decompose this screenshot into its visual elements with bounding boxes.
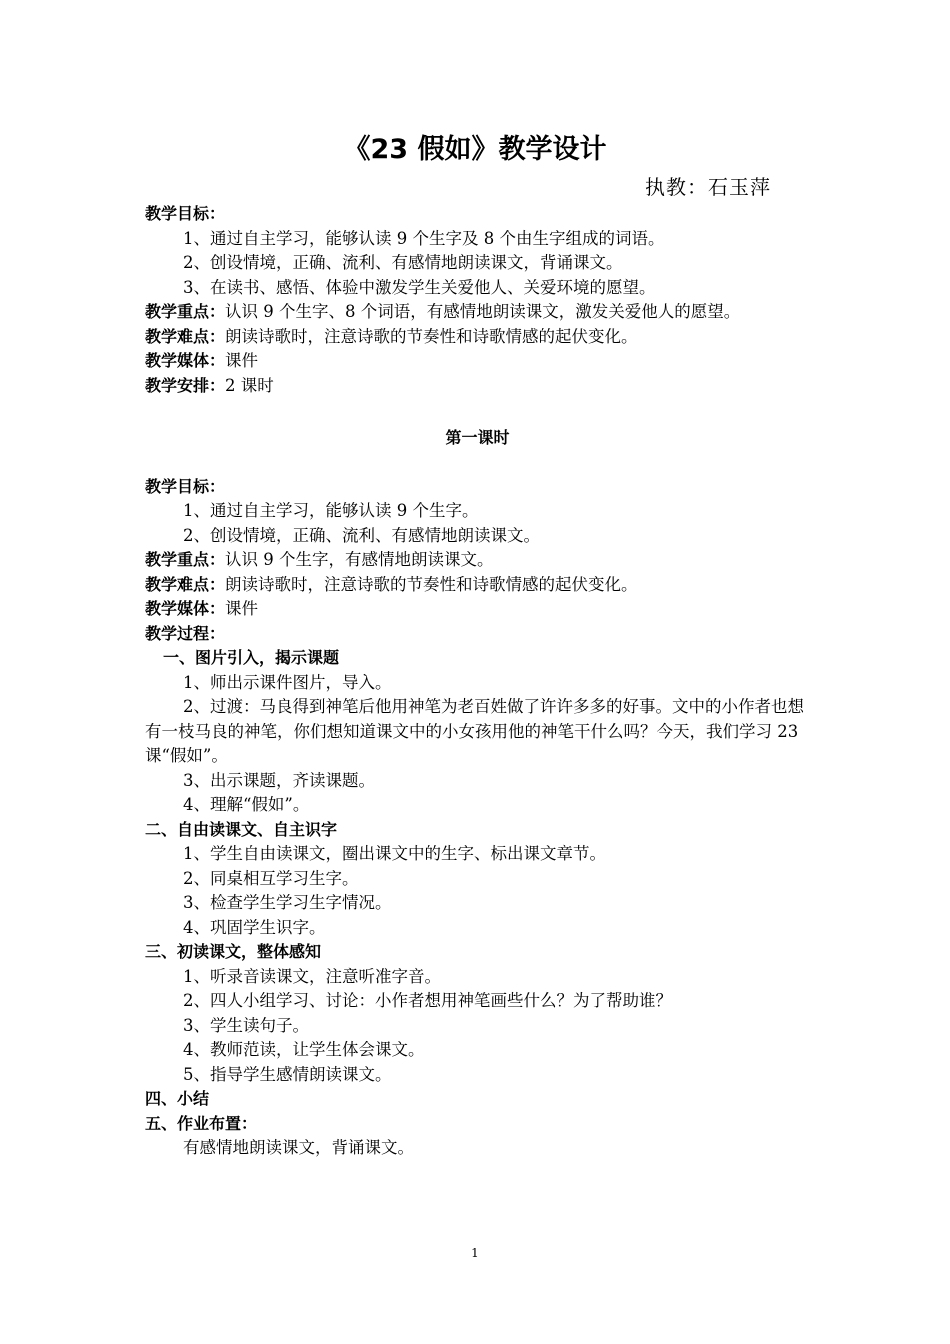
document-title: 《23 假如》教学设计: [343, 134, 607, 165]
key-points-text: 认识 9 个生字、8 个词语，有感情地朗读课文，激发关爱他人的愿望。: [225, 302, 741, 321]
lesson-media-text: 课件: [225, 599, 259, 618]
lesson-key-row: [145, 548, 810, 573]
section-item: 2、同桌相互学习生字。: [183, 868, 359, 888]
section-item: 1、听录音读课文，注意听准字音。: [183, 966, 441, 986]
lesson-difficulty-text: 朗读诗歌时，注意诗歌的节奏性和诗歌情感的起伏变化。: [225, 574, 638, 594]
section-item: 3、出示课题，齐读课题。: [183, 770, 375, 790]
schedule-row: [145, 374, 810, 399]
lesson-media-label: 教学媒体：: [145, 599, 226, 618]
paragraph-text: 2、过渡：马良得到神笔后他用神笔为老百姓做了许许多多的好事。文中的小作者也想有一枝马良的神笔，你们想知道课文中的小女孩用他的神笔干什么吗？今天，我们学习 23 课“假如”。: [145, 697, 804, 765]
media-row: [145, 349, 810, 374]
goal-item: 2、创设情境，正确、流利、有感情地朗读课文，背诵课文。: [183, 253, 623, 272]
section-item: 5、指导学生感情朗读课文。: [183, 1064, 392, 1084]
section-item: 4、巩固学生识字。: [183, 917, 326, 937]
lesson-goal-item: 1、通过自主学习，能够认读 9 个生字。: [183, 501, 479, 520]
page-number: 1: [471, 1246, 479, 1260]
media-label: 教学媒体：: [145, 351, 226, 370]
section-item: 有感情地朗读课文，背诵课文。: [183, 1138, 414, 1157]
section-item: 4、教师范读，让学生体会课文。: [183, 1040, 425, 1059]
lesson-title: 第一课时: [445, 428, 510, 447]
author-line: 执教：石玉萍: [645, 175, 771, 199]
difficulty-label: 教学难点：: [145, 326, 226, 346]
section-item: 4、理解“假如”。: [183, 795, 310, 814]
lesson-difficulty-label: 教学难点：: [145, 574, 226, 594]
key-points-row: [145, 300, 810, 325]
lesson-key-text: 认识 9 个生字，有感情地朗读课文。: [225, 550, 494, 569]
difficulty-text: 朗读诗歌时，注意诗歌的节奏性和诗歌情感的起伏变化。: [225, 326, 638, 346]
lesson-key-label: 教学重点：: [145, 550, 226, 569]
section-item: 2、四人小组学习、讨论：小作者想用神笔画些什么？为了帮助谁？: [183, 991, 672, 1010]
section-item: 1、师出示课件图片，导入。: [183, 672, 392, 692]
section-item: 3、检查学生学习生字情况。: [183, 893, 392, 912]
process-label: 教学过程：: [145, 623, 226, 643]
goals-label: 教学目标：: [145, 204, 226, 223]
section-item: 1、学生自由读课文，圈出课文中的生字、标出课文章节。: [183, 844, 606, 863]
document-body: [145, 202, 810, 1161]
schedule-label: 教学安排：: [145, 375, 226, 395]
section-heading: 五、作业布置：: [145, 1113, 258, 1133]
goal-item: 3、在读书、感悟、体验中激发学生关爱他人、关爱环境的愿望。: [183, 277, 656, 297]
section-heading: 二、自由读课文、自主识字: [145, 819, 338, 839]
section-item: 3、学生读句子。: [183, 1015, 309, 1035]
key-points-label: 教学重点：: [145, 302, 226, 321]
section-heading: 一、图片引入，揭示课题: [163, 648, 340, 667]
lesson-media-row: [145, 597, 810, 622]
lesson-goals-label: 教学目标：: [145, 476, 226, 496]
difficulty-row: [145, 325, 810, 350]
lesson-goal-item: 2、创设情境，正确、流利、有感情地朗读课文。: [183, 525, 540, 545]
schedule-text: 2 课时: [225, 375, 274, 395]
section-heading: 四、小结: [145, 1089, 210, 1108]
lesson-difficulty-row: [145, 573, 810, 598]
section-item-paragraph: [145, 695, 810, 769]
goal-item: 1、通过自主学习，能够认读 9 个生字及 8 个由生字组成的词语。: [183, 228, 665, 248]
section-heading: 三、初读课文，整体感知: [145, 942, 322, 961]
media-text: 课件: [225, 351, 259, 370]
